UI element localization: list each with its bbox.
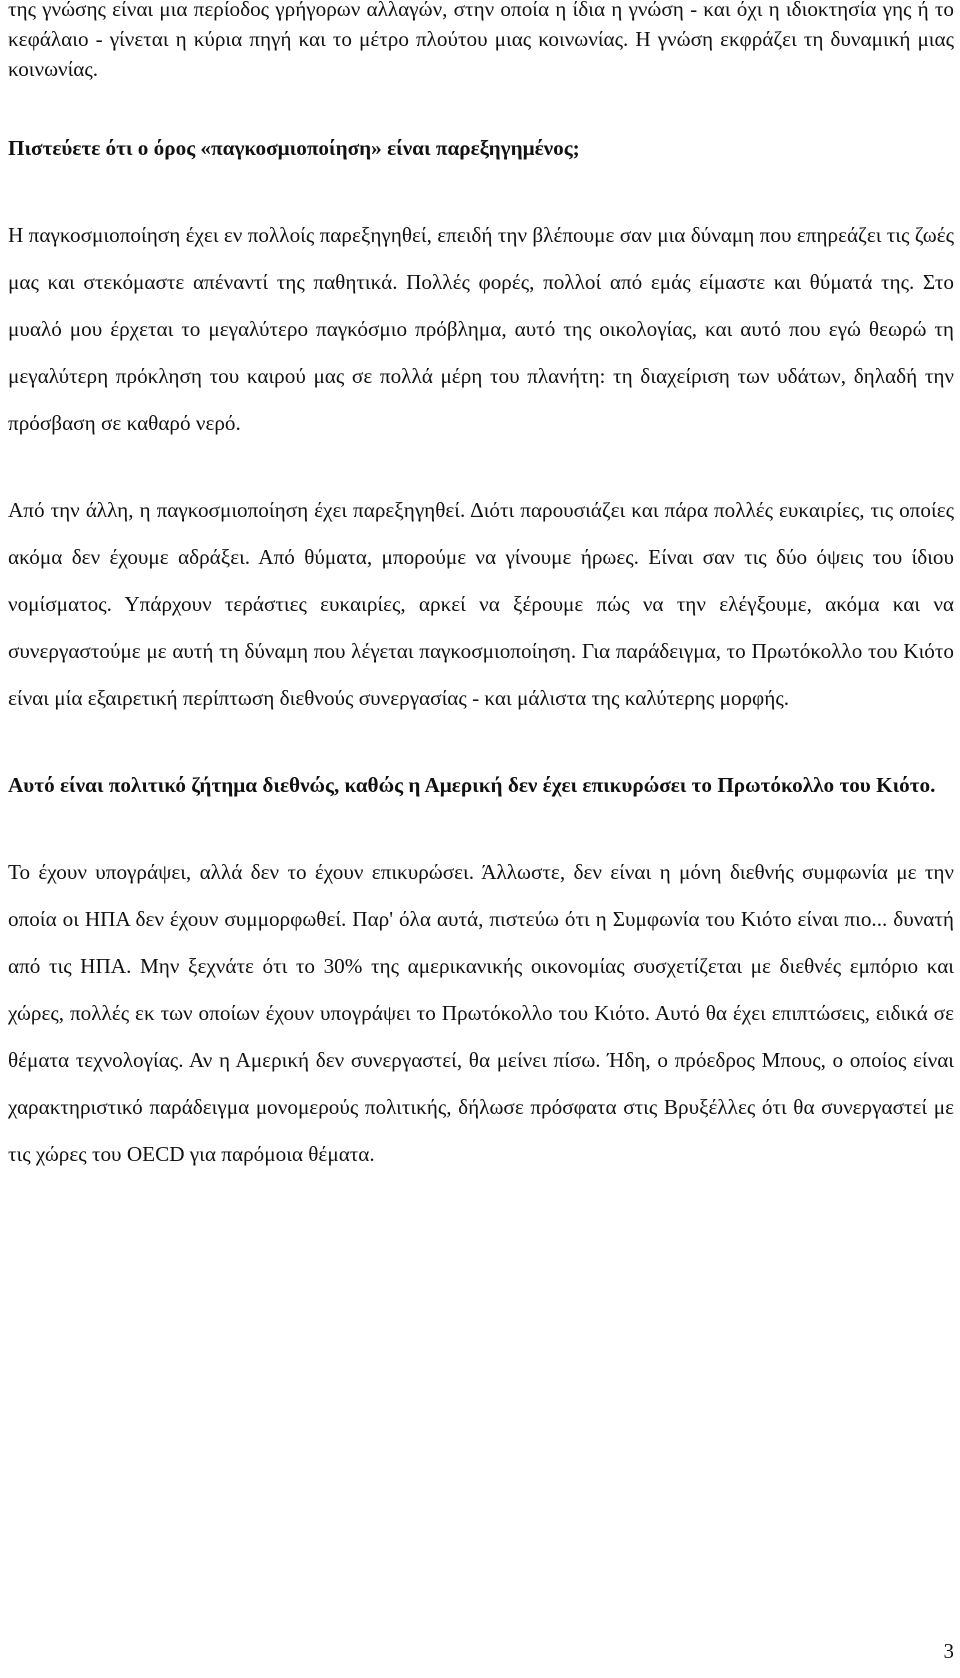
paragraph-gap xyxy=(8,722,954,762)
page-number: 3 xyxy=(943,1639,954,1663)
paragraph-gap xyxy=(8,809,954,849)
paragraph-gap xyxy=(8,447,954,487)
answer-paragraph-kyoto: Το έχουν υπογράψει, αλλά δεν το έχουν επικυρώσει. Άλλωστε, δεν είναι η μόνη διεθνής συμφωνία με την οποία οι ΗΠΑ δεν έχουν συμμορφωθεί. Παρ' όλα αυτά, πιστεύω ότι η Συμφωνία του Κιότο είναι πιο... δυνατή από τις ΗΠΑ. Μην ξεχνάτε ότι το 30% της αμερικανικής οικονομίας συσχετίζεται με διεθνές εμπόριο και χώρες, πολλές εκ των οποίων έχουν υπογράψει το Πρωτόκολλο του Κιότο. Αυτό θα έχει επιπτώσεις, ειδικά σε θέματα τεχνολογίας. Αν η Αμερική δεν συνεργαστεί, θα μείνει πίσω. Ήδη, ο πρόεδρος Μπους, ο οποίος είναι χαρακτηριστικό παράδειγμα μονομερούς πολιτικής, δήλωσε πρόσφατα στις Βρυξέλλες ότι θα συνεργαστεί με τις χώρες του OECD για παρόμοια θέματα. xyxy=(8,860,954,1166)
interview-question-globalization: Πιστεύετε ότι ο όρος «παγκοσμιοποίηση» είναι παρεξηγημένος; xyxy=(8,136,580,160)
answer-paragraph-misunderstood: Η παγκοσμιοποίηση έχει εν πολλοίς παρεξηγηθεί, επειδή την βλέπουμε σαν μια δύναμη που επηρεάζει τις ζωές μας και στεκόμαστε απέναντί της παθητικά. Πολλές φορές, πολλοί από εμάς είμαστε και θύματά της. Στο μυαλό μου έρχεται το μεγαλύτερο παγκόσμιο πρόβλημα, αυτό της οικολογίας, και αυτό που εγώ θεωρώ τη μεγαλύτερη πρόκληση του καιρού μας σε πολλά μέρη του πλανήτη: τη διαχείριση των υδάτων, δηλαδή την πρόσβαση σε καθαρό νερό. xyxy=(8,223,954,435)
answer-paragraph-opportunities: Από την άλλη, η παγκοσμιοποίηση έχει παρεξηγηθεί. Διότι παρουσιάζει και πάρα πολλές ευκαιρίες, τις οποίες ακόμα δεν έχουμε αδράξει. Από θύματα, μπορούμε να γίνουμε ήρωες. Είναι σαν τις δύο όψεις του ίδιου νομίσματος. Υπάρχουν τεράστιες ευκαιρίες, αρκεί να ξέρουμε πώς να την ελέγξουμε, ακόμα και να συνεργαστούμε με αυτή τη δύναμη που λέγεται παγκοσμιοποίηση. Για παράδειγμα, το Πρωτόκολλο του Κιότο είναι μία εξαιρετική περίπτωση διεθνούς συνεργασίας - και μάλιστα της καλύτερης μορφής. xyxy=(8,498,954,710)
paragraph-gap xyxy=(8,84,954,125)
paragraph-gap xyxy=(8,172,954,212)
interview-question-kyoto: Αυτό είναι πολιτικό ζήτημα διεθνώς, καθώς η Αμερική δεν έχει επικυρώσει το Πρωτόκολλο του Κιότο. xyxy=(8,773,936,797)
document-body xyxy=(8,0,954,1178)
intro-paragraph: της γνώσης είναι μια περίοδος γρήγορων αλλαγών, στην οποία η ίδια η γνώση - και όχι η ιδιοκτησία γης ή το κεφάλαιο - γίνεται η κύρια πηγή και το μέτρο πλούτου μιας κοινωνίας. Η γνώση εκφράζει τη δυναμική μιας κοινωνίας. xyxy=(8,0,954,81)
